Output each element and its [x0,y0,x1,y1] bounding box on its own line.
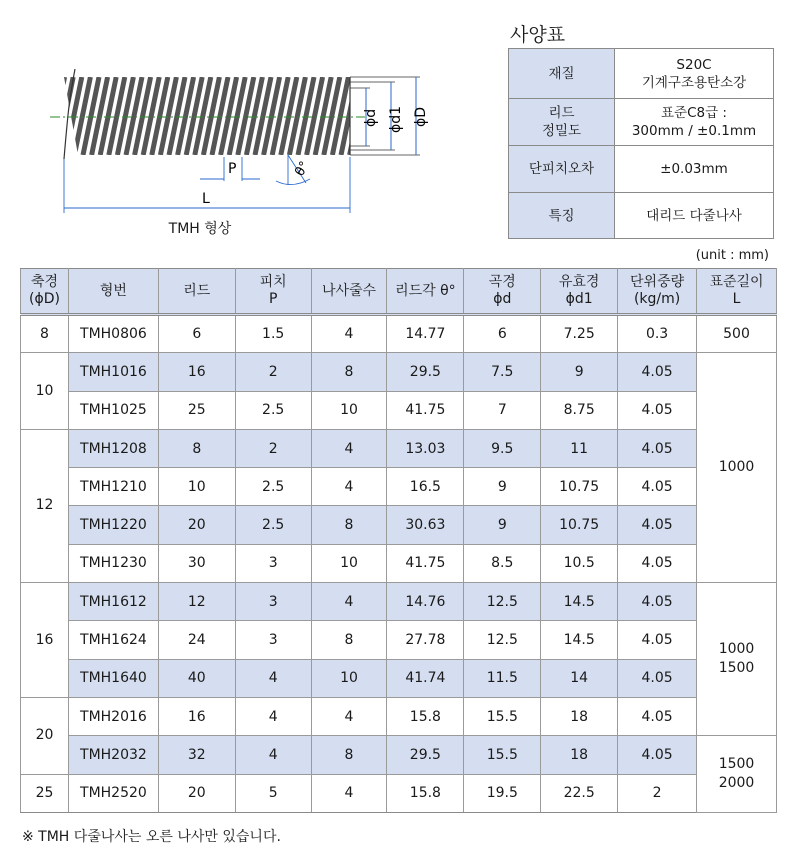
cell-standard-length: 1000 1500 [697,583,777,736]
cell-pitch: 2.5 [235,468,311,506]
shaft-body [40,77,383,155]
header-pitch: 피치 P [235,269,311,315]
cell-lead-angle: 29.5 [387,353,464,391]
table-row [21,697,777,735]
table-row [21,544,777,582]
table-row [21,506,777,544]
cell-starts: 4 [311,774,387,812]
unit-note: (unit : mm) [695,248,769,263]
table-row [21,621,777,659]
cell-starts: 10 [311,659,387,697]
cell-root-diameter: 15.5 [464,736,541,774]
cell-root-diameter: 19.5 [464,774,541,812]
cell-starts: 8 [311,621,387,659]
cell-lead: 8 [158,429,235,467]
cell-model: TMH1208 [68,429,158,467]
cell-lead-angle: 16.5 [387,468,464,506]
header-lead-angle: 리드각 θ° [387,269,464,315]
cell-lead-angle: 15.8 [387,774,464,812]
cell-root-diameter: 8.5 [464,544,541,582]
cell-unit-weight: 2 [618,774,697,812]
cell-lead: 40 [158,659,235,697]
cell-model: TMH1230 [68,544,158,582]
header-standard-length: 표준길이 L [697,269,777,315]
cell-lead-angle: 30.63 [387,506,464,544]
cell-model: TMH1612 [68,583,158,621]
cell-starts: 4 [311,583,387,621]
cell-lead-angle: 15.8 [387,697,464,735]
cell-shaft-diameter: 12 [21,429,69,582]
spec-value: ±0.03mm [615,146,774,193]
cell-lead-angle: 14.76 [387,583,464,621]
header-effective-diameter: 유효경 ϕd1 [541,269,618,315]
cell-root-diameter: 9.5 [464,429,541,467]
spec-label: 리드 정밀도 [509,99,615,146]
cell-starts: 8 [311,736,387,774]
cell-root-diameter: 11.5 [464,659,541,697]
cell-model: TMH1016 [68,353,158,391]
drawing-caption: TMH 형상 [168,221,232,237]
cell-effective-diameter: 10.5 [541,544,618,582]
header-model: 형번 [68,269,158,315]
header-root-diameter: 곡경 ϕd [464,269,541,315]
cell-lead: 24 [158,621,235,659]
cell-starts: 8 [311,353,387,391]
spec-label: 재질 [509,49,615,99]
cell-standard-length: 500 [697,315,777,353]
cell-effective-diameter: 14.5 [541,621,618,659]
cell-pitch: 4 [235,659,311,697]
cell-unit-weight: 4.05 [618,621,697,659]
cell-model: TMH1220 [68,506,158,544]
cell-lead: 6 [158,315,235,353]
cell-root-diameter: 7 [464,391,541,429]
spec-row-feature [509,193,774,239]
label-d1: ϕd1 [388,105,404,133]
spec-row-lead-accuracy [509,99,774,146]
cell-pitch: 2.5 [235,391,311,429]
table-row [21,429,777,467]
cell-unit-weight: 4.05 [618,468,697,506]
cell-model: TMH2520 [68,774,158,812]
cell-standard-length: 1500 2000 [697,736,777,813]
cell-root-diameter: 6 [464,315,541,353]
label-length: L [202,191,210,207]
cell-shaft-diameter: 10 [21,353,69,430]
cell-pitch: 2 [235,353,311,391]
cell-starts: 10 [311,391,387,429]
cell-lead-angle: 29.5 [387,736,464,774]
cell-lead: 10 [158,468,235,506]
spec-value: S20C 기계구조용탄소강 [615,49,774,99]
cell-starts: 8 [311,506,387,544]
cell-unit-weight: 0.3 [618,315,697,353]
cell-lead-angle: 27.78 [387,621,464,659]
cell-starts: 10 [311,544,387,582]
spec-row-material [509,49,774,99]
cell-effective-diameter: 11 [541,429,618,467]
cell-lead: 16 [158,353,235,391]
spec-label: 특징 [509,193,615,239]
cell-pitch: 2.5 [235,506,311,544]
cell-unit-weight: 4.05 [618,736,697,774]
cell-model: TMH1025 [68,391,158,429]
cell-model: TMH2032 [68,736,158,774]
tmh-shape-drawing [20,55,440,245]
cell-pitch: 3 [235,583,311,621]
cell-model: TMH1640 [68,659,158,697]
cell-pitch: 2 [235,429,311,467]
cell-root-diameter: 15.5 [464,697,541,735]
cell-lead: 30 [158,544,235,582]
cell-model: TMH1624 [68,621,158,659]
cell-effective-diameter: 8.75 [541,391,618,429]
cell-pitch: 4 [235,736,311,774]
cell-shaft-diameter: 25 [21,774,69,812]
cell-root-diameter: 7.5 [464,353,541,391]
cell-lead-angle: 13.03 [387,429,464,467]
table-row [21,353,777,391]
table-row [21,315,777,353]
cell-lead-angle: 14.77 [387,315,464,353]
cell-effective-diameter: 18 [541,697,618,735]
header-starts: 나사줄수 [311,269,387,315]
cell-unit-weight: 4.05 [618,506,697,544]
cell-root-diameter: 12.5 [464,621,541,659]
cell-effective-diameter: 22.5 [541,774,618,812]
table-row [21,736,777,774]
table-row [21,583,777,621]
cell-pitch: 5 [235,774,311,812]
cell-starts: 4 [311,468,387,506]
cell-starts: 4 [311,429,387,467]
spec-value: 표준C8급 : 300mm / ±0.1mm [615,99,774,146]
cell-lead-angle: 41.75 [387,391,464,429]
cell-pitch: 4 [235,697,311,735]
cell-shaft-diameter: 20 [21,697,69,774]
table-row [21,659,777,697]
cell-starts: 4 [311,697,387,735]
dimension-table [20,268,777,813]
cell-root-diameter: 9 [464,468,541,506]
cell-pitch: 3 [235,544,311,582]
label-d: ϕd [363,108,379,127]
cell-root-diameter: 9 [464,506,541,544]
cell-starts: 4 [311,315,387,353]
cell-model: TMH1210 [68,468,158,506]
cell-lead: 20 [158,774,235,812]
label-big-d: ϕD [413,106,429,127]
cell-shaft-diameter: 8 [21,315,69,353]
cell-model: TMH0806 [68,315,158,353]
cell-lead: 32 [158,736,235,774]
cell-pitch: 1.5 [235,315,311,353]
table-row [21,468,777,506]
cell-lead: 25 [158,391,235,429]
spec-row-pitch-error [509,146,774,193]
cell-standard-length: 1000 [697,353,777,583]
cell-lead: 20 [158,506,235,544]
cell-model: TMH2016 [68,697,158,735]
spec-label: 단피치오차 [509,146,615,193]
cell-lead-angle: 41.74 [387,659,464,697]
cell-lead: 16 [158,697,235,735]
table-header [21,269,777,315]
cell-effective-diameter: 9 [541,353,618,391]
spec-title: 사양표 [510,24,566,46]
spec-value: 대리드 다줄나사 [615,193,774,239]
label-theta: θ° [292,158,313,179]
header-shaft-diameter: 축경 (ϕD) [21,269,69,315]
cell-effective-diameter: 14 [541,659,618,697]
cell-unit-weight: 4.05 [618,429,697,467]
cell-lead: 12 [158,583,235,621]
cell-unit-weight: 4.05 [618,353,697,391]
cell-effective-diameter: 14.5 [541,583,618,621]
cell-unit-weight: 4.05 [618,391,697,429]
table-row [21,774,777,812]
cell-effective-diameter: 7.25 [541,315,618,353]
header-lead: 리드 [158,269,235,315]
cell-root-diameter: 12.5 [464,583,541,621]
cell-shaft-diameter: 16 [21,583,69,698]
table-row [21,391,777,429]
cell-effective-diameter: 10.75 [541,468,618,506]
cell-unit-weight: 4.05 [618,697,697,735]
cell-effective-diameter: 18 [541,736,618,774]
spec-table [508,48,774,239]
label-pitch: P [228,161,237,177]
cell-effective-diameter: 10.75 [541,506,618,544]
cell-unit-weight: 4.05 [618,659,697,697]
header-unit-weight: 단위중량 (kg/m) [618,269,697,315]
cell-unit-weight: 4.05 [618,544,697,582]
footnote: ※ TMH 다줄나사는 오른 나사만 있습니다. [22,829,281,845]
cell-unit-weight: 4.05 [618,583,697,621]
cell-pitch: 3 [235,621,311,659]
cell-lead-angle: 41.75 [387,544,464,582]
